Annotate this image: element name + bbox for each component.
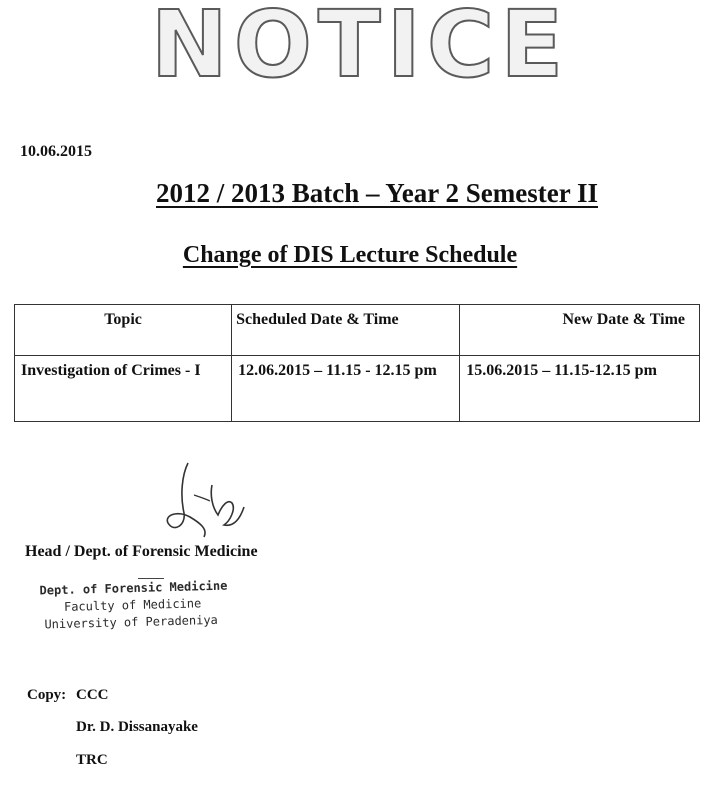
department-stamp: [35, 577, 236, 633]
header-new: New Date & Time: [460, 305, 700, 356]
stamp-line: Dept. of Forensic Medicine: [39, 578, 228, 598]
batch-title: 2012 / 2013 Batch – Year 2 Semester II: [156, 178, 598, 208]
notice-date: 10.06.2015: [20, 143, 92, 160]
cell-new: 15.06.2015 – 11.15-12.15 pm: [460, 356, 700, 422]
signature-icon: [160, 455, 250, 545]
copy-label: Copy:: [27, 687, 67, 703]
header-topic: Topic: [15, 305, 232, 356]
cell-topic: Investigation of Crimes - I: [15, 356, 232, 422]
change-title: Change of DIS Lecture Schedule: [182, 242, 518, 268]
schedule-table: [14, 304, 700, 422]
stamp-line: University of Peradeniya: [44, 612, 218, 632]
copy-recipient: CCC: [76, 687, 109, 703]
stamp-line: Faculty of Medicine: [63, 596, 202, 614]
table-header-row: [15, 305, 700, 356]
signatory-title: Head / Dept. of Forensic Medicine: [25, 543, 258, 560]
copy-recipient: TRC: [76, 752, 108, 768]
table-row: [15, 356, 700, 422]
copy-recipient: Dr. D. Dissanayake: [76, 719, 198, 735]
cell-scheduled: 12.06.2015 – 11.15 - 12.15 pm: [232, 356, 460, 422]
notice-heading: NOTICE: [150, 0, 570, 98]
header-scheduled: Scheduled Date & Time: [232, 305, 460, 356]
